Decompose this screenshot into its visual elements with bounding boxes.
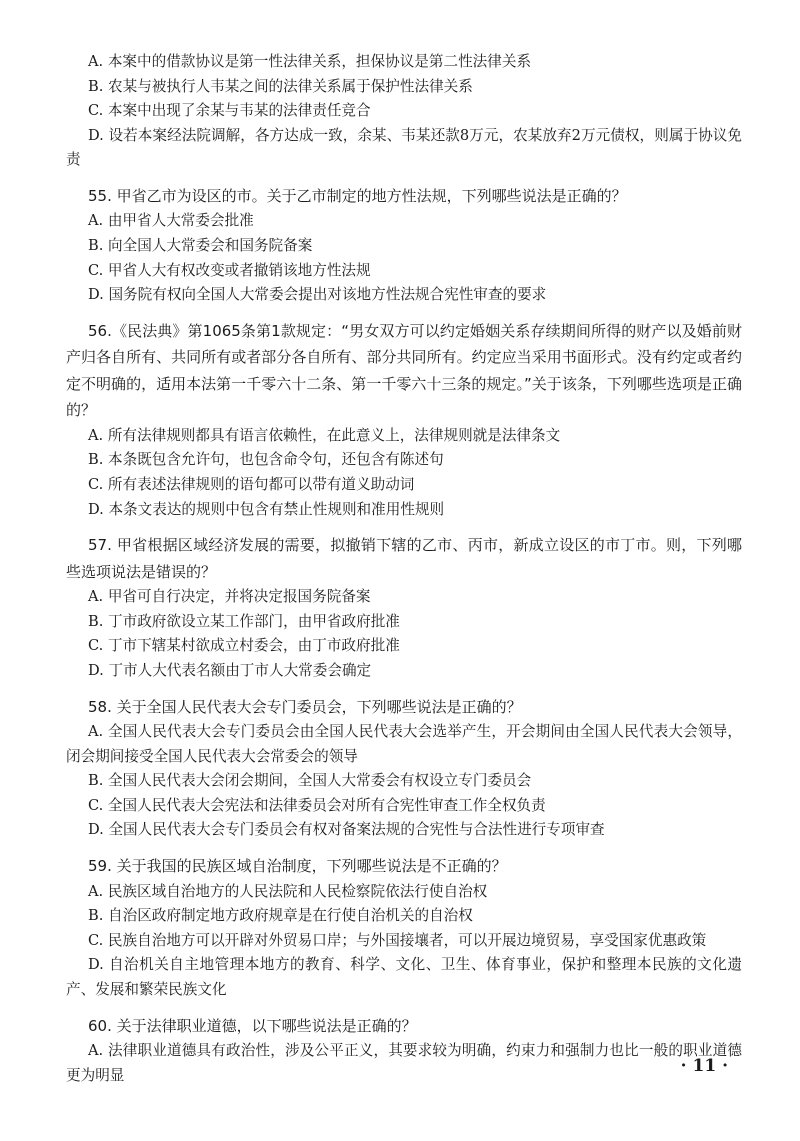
option-c: C. 本案中出现了余某与韦某的法律责任竞合: [88, 102, 371, 120]
option-b: B. 农某与被执行人韦某之间的法律关系属于保护性法律关系: [88, 77, 473, 95]
question-58: [66, 694, 742, 843]
question-stem: 57. 甲省根据区域经济发展的需要，拟撤销下辖的乙市、丙市，新成立设区的市丁市。则，下列哪些选项说法是错误的？: [66, 536, 742, 581]
question-55: [66, 183, 742, 308]
option-a: A. 甲省可自行决定，并将决定报国务院备案: [88, 588, 371, 606]
option-a: A. 全国人民代表大会专门委员会由全国人民代表大会选举产生，开会期间由全国人民代表大会领导，闭会期间接受全国人民代表大会常委会的领导: [66, 723, 742, 765]
option-a: A. 民族区域自治地方的人民法院和人民检察院依法行使自治权: [88, 882, 488, 900]
question-continued: [66, 50, 742, 173]
option-b: B. 向全国人大常委会和国务院备案: [88, 237, 313, 255]
option-a: A. 本案中的借款协议是第一性法律关系，担保协议是第二性法律关系: [88, 53, 532, 70]
question-60: [66, 1013, 742, 1089]
option-b: B. 自治区政府制定地方政府规章是在行使自治机关的自治权: [88, 907, 473, 925]
question-59: [66, 853, 742, 1002]
option-b: B. 本条既包含允许句，也包含命令句，还包含有陈述句: [88, 451, 444, 469]
option-d: D. 丁市人大代表名额由丁市人大常委会确定: [88, 662, 372, 679]
option-c: C. 甲省人大有权改变或者撤销该地方性法规: [88, 261, 371, 279]
option-c: C. 所有表述法律规则的语句都可以带有道义助动词: [88, 476, 415, 494]
option-b: B. 丁市政府欲设立某工作部门，由甲省政府批准: [88, 612, 400, 630]
option-d: D. 设若本案经法院调解，各方达成一致，余某、韦某还款8万元，农某放弃2万元债权，则属于协议免责: [66, 126, 742, 169]
option-b: B. 全国人民代表大会闭会期间，全国人大常委会有权设立专门委员会: [88, 772, 532, 790]
question-stem: 59. 关于我国的民族区域自治制度，下列哪些说法是不正确的？: [88, 857, 507, 876]
option-c: C. 民族自治地方可以开辟对外贸易口岸；与外国接壤者，可以开展边境贸易，享受国家优惠政策: [88, 931, 707, 949]
page-number: · 11 ·: [680, 1056, 728, 1076]
option-d: D. 国务院有权向全国人大常委会提出对该地方性法规合宪性审查的要求: [88, 286, 547, 304]
question-stem: 55. 甲省乙市为设区的市。关于乙市制定的地方性法规，下列哪些说法是正确的？: [88, 186, 627, 205]
question-stem: 60. 关于法律职业道德，以下哪些说法是正确的？: [88, 1016, 417, 1035]
option-a: A. 所有法律规则都具有语言依赖性，在此意义上，法律规则就是法律条文: [88, 426, 561, 444]
question-stem: 58. 关于全国人民代表大会专门委员会，下列哪些说法是正确的？: [88, 697, 522, 716]
question-stem: 56.《民法典》第1065条第1款规定：“男女双方可以约定婚姻关系存续期间所得的财产以及婚前财产归各自所有、共同所有或者部分各自所有、部分共同所有。约定应当采用书面形式。没有约定或者约定不明确的，适用本法第一千零六十二条、第一千零六十三条的规定。”关于该条，下列哪些选项是正确的？: [66, 321, 742, 420]
option-d: D. 全国人民代表大会专门委员会有权对备案法规的合宪性与合法性进行专项审查: [88, 821, 605, 839]
option-d: D. 自治机关自主地管理本地方的教育、科学、文化、卫生、体育事业，保护和整理本民族的文化遗产、发展和繁荣民族文化: [66, 956, 742, 998]
option-c: C. 全国人民代表大会宪法和法律委员会对所有合宪性审查工作全权负责: [88, 796, 546, 814]
option-a: A. 法律职业道德具有政治性，涉及公平正义，其要求较为明确，约束力和强制力也比一般的职业道德更为明显: [66, 1042, 742, 1084]
page-content: [66, 50, 742, 1098]
option-c: C. 丁市下辖某村欲成立村委会，由丁市政府批准: [88, 637, 400, 655]
question-57: [66, 532, 742, 683]
question-56: [66, 318, 742, 522]
option-a: A. 由甲省人大常委会批准: [88, 212, 254, 230]
option-d: D. 本条文表达的规则中包含有禁止性规则和准用性规则: [88, 500, 445, 518]
